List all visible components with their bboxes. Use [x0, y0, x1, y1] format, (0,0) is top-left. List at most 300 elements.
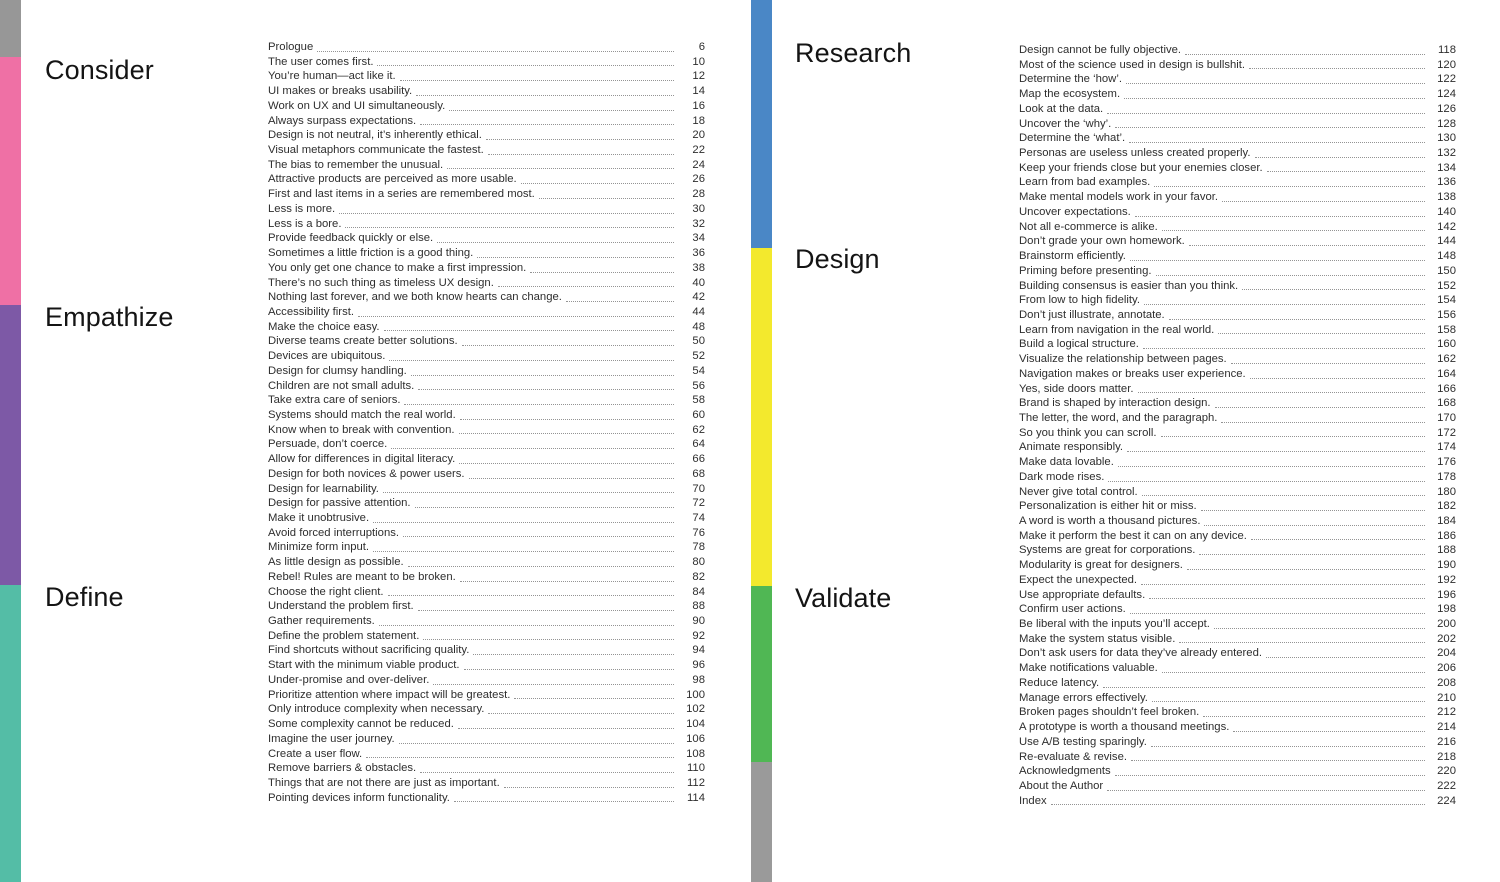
toc-leader-dots: [420, 772, 674, 773]
toc-entry-page-number: 108: [686, 747, 705, 760]
toc-entry: [268, 570, 705, 585]
toc-leader-dots: [1124, 98, 1425, 99]
toc-entry-title: Accessibility first.: [268, 305, 354, 318]
toc-entry: [268, 761, 705, 776]
toc-entry-page-number: 102: [686, 703, 705, 716]
toc-leader-dots: [366, 757, 674, 758]
toc-entry: [268, 658, 705, 673]
toc-entry-page-number: 202: [1437, 632, 1456, 645]
toc-entry-title: Don’t just illustrate, annotate.: [1019, 308, 1165, 321]
toc-entry-title: Some complexity cannot be reduced.: [268, 718, 454, 731]
toc-leader-dots: [418, 610, 674, 611]
toc-entry-page-number: 138: [1437, 191, 1456, 204]
toc-entry-title: Understand the problem first.: [268, 600, 414, 613]
toc-leader-dots: [383, 492, 674, 493]
toc-entry: [1019, 205, 1456, 220]
toc-entry: [268, 585, 705, 600]
toc-leader-dots: [1242, 289, 1425, 290]
section-heading-research: Research: [795, 38, 912, 68]
toc-entry-page-number: 220: [1437, 765, 1456, 778]
toc-entry: [268, 717, 705, 732]
toc-entry-page-number: 68: [692, 467, 705, 480]
toc-entry: [268, 452, 705, 467]
toc-leader-dots: [1138, 392, 1426, 393]
toc-leader-dots: [1152, 701, 1425, 702]
toc-entry-page-number: 218: [1437, 750, 1456, 763]
toc-entry-page-number: 216: [1437, 735, 1456, 748]
toc-entry: [1019, 293, 1456, 308]
toc-leader-dots: [1135, 216, 1425, 217]
toc-entry: [1019, 735, 1456, 750]
toc-entry: [268, 158, 705, 173]
toc-leader-dots: [1162, 230, 1425, 231]
toc-leader-dots: [418, 389, 674, 390]
toc-entry: [1019, 337, 1456, 352]
toc-entry: [1019, 573, 1456, 588]
toc-leader-dots: [1267, 171, 1425, 172]
toc-entry: [268, 776, 705, 791]
toc-entry-title: Visualize the relationship between pages.: [1019, 353, 1227, 366]
toc-leader-dots: [1103, 687, 1425, 688]
toc-entry-page-number: 176: [1437, 456, 1456, 469]
toc-entry-page-number: 106: [686, 732, 705, 745]
toc-entry-title: Confirm user actions.: [1019, 603, 1126, 616]
toc-entry-page-number: 18: [692, 114, 705, 127]
toc-entry: [1019, 411, 1456, 426]
toc-entry-title: Make it perform the best it can on any device.: [1019, 529, 1247, 542]
toc-entry-title: The user comes first.: [268, 55, 374, 68]
toc-leader-dots: [1221, 422, 1425, 423]
toc-entry-page-number: 94: [692, 644, 705, 657]
toc-leader-dots: [345, 227, 674, 228]
toc-entry: [1019, 131, 1456, 146]
toc-entry-page-number: 224: [1437, 794, 1456, 807]
toc-entry-page-number: 160: [1437, 338, 1456, 351]
teal-bar-segment: [0, 585, 21, 882]
toc-entry-page-number: 38: [692, 261, 705, 274]
toc-leader-dots: [1233, 731, 1425, 732]
toc-entry-page-number: 182: [1437, 500, 1456, 513]
toc-entry-title: Rebel! Rules are meant to be broken.: [268, 570, 456, 583]
toc-entry-page-number: 120: [1437, 58, 1456, 71]
toc-entry-title: Create a user flow.: [268, 747, 363, 760]
section-heading-validate: Validate: [795, 583, 892, 613]
toc-leader-dots: [539, 198, 674, 199]
toc-entry-page-number: 78: [692, 541, 705, 554]
toc-leader-dots: [464, 669, 675, 670]
toc-entry-page-number: 82: [692, 570, 705, 583]
toc-entry-title: Under-promise and over-deliver.: [268, 673, 430, 686]
toc-entry: [268, 172, 705, 187]
toc-entry: [1019, 308, 1456, 323]
toc-entry-title: Manage errors effectively.: [1019, 691, 1148, 704]
toc-leader-dots: [1129, 142, 1425, 143]
toc-column-left: [268, 40, 705, 805]
toc-entry-page-number: 30: [692, 202, 705, 215]
toc-leader-dots: [388, 595, 674, 596]
toc-entry: [1019, 352, 1456, 367]
toc-leader-dots: [423, 639, 674, 640]
pink-bar-segment: [0, 57, 21, 305]
toc-leader-dots: [1189, 245, 1425, 246]
toc-entry-page-number: 150: [1437, 264, 1456, 277]
toc-entry-page-number: 180: [1437, 485, 1456, 498]
toc-entry-page-number: 118: [1437, 44, 1456, 56]
toc-entry-title: Children are not small adults.: [268, 379, 415, 392]
toc-entry-title: Brand is shaped by interaction design.: [1019, 397, 1211, 410]
toc-entry-title: Start with the minimum viable product.: [268, 659, 460, 672]
toc-leader-dots: [1201, 510, 1425, 511]
toc-entry-title: Personas are useless unless created properly.: [1019, 147, 1251, 160]
toc-entry-title: Brainstorm efficiently.: [1019, 250, 1126, 263]
toc-entry: [1019, 234, 1456, 249]
toc-entry-page-number: 128: [1437, 117, 1456, 130]
section-heading-consider: Consider: [45, 55, 154, 85]
toc-entry: [1019, 514, 1456, 529]
toc-entry-page-number: 186: [1437, 529, 1456, 542]
toc-entry-page-number: 10: [692, 55, 705, 68]
toc-entry: [268, 187, 705, 202]
toc-entry: [268, 496, 705, 511]
toc-entry: [268, 540, 705, 555]
toc-entry-page-number: 204: [1437, 647, 1456, 660]
toc-entry: [1019, 779, 1456, 794]
toc-leader-dots: [433, 684, 674, 685]
toc-entry-title: Look at the data.: [1019, 102, 1104, 115]
toc-entry-page-number: 170: [1437, 411, 1456, 424]
toc-entry: [268, 320, 705, 335]
toc-entry-title: Nothing last forever, and we both know hearts can change.: [268, 291, 562, 304]
toc-entry-page-number: 48: [692, 320, 705, 333]
toc-entry: [268, 629, 705, 644]
toc-entry-page-number: 56: [692, 379, 705, 392]
toc-entry-title: First and last items in a series are remembered most.: [268, 188, 535, 201]
gray-bar-segment: [751, 762, 772, 882]
toc-leader-dots: [389, 360, 674, 361]
toc-leader-dots: [530, 272, 674, 273]
toc-entry: [1019, 676, 1456, 691]
toc-entry-page-number: 40: [692, 276, 705, 289]
toc-entry-page-number: 112: [686, 776, 705, 789]
toc-leader-dots: [1222, 201, 1425, 202]
toc-entry: [268, 55, 705, 70]
toc-entry-page-number: 64: [692, 438, 705, 451]
toc-entry: [268, 349, 705, 364]
toc-entry-title: Pointing devices inform functionality.: [268, 791, 450, 804]
right-page-section-color-bar: [751, 0, 772, 882]
toc-entry: [268, 261, 705, 276]
toc-entry-title: Building consensus is easier than you think.: [1019, 279, 1239, 292]
toc-entry-title: Make data lovable.: [1019, 456, 1114, 469]
toc-leader-dots: [1203, 716, 1425, 717]
toc-leader-dots: [498, 286, 674, 287]
toc-entry-title: Make it unobtrusive.: [268, 512, 370, 524]
toc-entry: [1019, 367, 1456, 382]
toc-entry-title: Most of the science used in design is bullshit.: [1019, 58, 1246, 71]
toc-entry: [1019, 117, 1456, 132]
toc-leader-dots: [416, 95, 674, 96]
toc-leader-dots: [521, 183, 674, 184]
toc-leader-dots: [488, 713, 674, 714]
toc-entry-page-number: 12: [692, 70, 705, 83]
toc-entry: [268, 143, 705, 158]
toc-leader-dots: [1204, 525, 1425, 526]
toc-entry: [268, 114, 705, 129]
toc-entry-title: Personalization is either hit or miss.: [1019, 500, 1197, 513]
toc-leader-dots: [460, 581, 674, 582]
toc-entry-title: Diverse teams create better solutions.: [268, 335, 458, 348]
toc-leader-dots: [488, 154, 674, 155]
toc-leader-dots: [469, 478, 674, 479]
toc-leader-dots: [447, 168, 674, 169]
left-page-section-color-bar: [0, 0, 21, 882]
toc-entry-page-number: 54: [692, 364, 705, 377]
toc-entry-page-number: 214: [1437, 721, 1456, 734]
toc-entry: [1019, 175, 1456, 190]
toc-entry: [268, 84, 705, 99]
toc-entry: [268, 747, 705, 762]
toc-entry-title: Prologue: [268, 41, 314, 53]
toc-entry-title: Navigation makes or breaks user experience.: [1019, 367, 1246, 380]
toc-entry: [268, 599, 705, 614]
toc-entry-title: You’re human—act like it.: [268, 70, 396, 83]
toc-entry-title: Keep your friends close but your enemies closer.: [1019, 161, 1263, 174]
toc-leader-dots: [1156, 275, 1426, 276]
toc-entry: [1019, 529, 1456, 544]
toc-entry-title: Sometimes a little friction is a good thing.: [268, 247, 474, 260]
toc-entry-title: Design for both novices & power users.: [268, 467, 465, 480]
toc-entry: [268, 202, 705, 217]
toc-entry-page-number: 208: [1437, 676, 1456, 689]
toc-entry-title: A word is worth a thousand pictures.: [1019, 515, 1201, 527]
toc-leader-dots: [400, 80, 674, 81]
toc-leader-dots: [437, 242, 674, 243]
toc-entry-title: Don’t ask users for data they’ve already entered.: [1019, 647, 1263, 660]
toc-entry-page-number: 178: [1437, 470, 1456, 483]
toc-entry-title: Less is more.: [268, 202, 336, 215]
toc-entry: [268, 702, 705, 717]
toc-entry-page-number: 156: [1437, 308, 1456, 321]
toc-leader-dots: [373, 522, 674, 523]
toc-entry-page-number: 134: [1437, 161, 1456, 174]
toc-leader-dots: [399, 743, 674, 744]
toc-entry-page-number: 126: [1437, 102, 1456, 115]
toc-entry-title: Design cannot be fully objective.: [1019, 44, 1182, 56]
toc-entry-title: The bias to remember the unusual.: [268, 158, 444, 171]
toc-leader-dots: [1179, 642, 1425, 643]
toc-entry-title: You only get one chance to make a first impression.: [268, 261, 527, 274]
toc-entry-title: Choose the right client.: [268, 585, 384, 598]
toc-entry-page-number: 164: [1437, 367, 1456, 380]
toc-entry-page-number: 104: [686, 718, 705, 731]
toc-entry-page-number: 188: [1437, 544, 1456, 557]
toc-leader-dots: [1250, 378, 1425, 379]
toc-entry-title: A prototype is worth a thousand meetings.: [1019, 721, 1230, 734]
toc-entry-title: So you think you can scroll.: [1019, 426, 1157, 439]
toc-leader-dots: [1162, 672, 1425, 673]
toc-entry-page-number: 200: [1437, 618, 1456, 631]
toc-entry-title: About the Author: [1019, 779, 1104, 792]
toc-entry-title: Provide feedback quickly or else.: [268, 232, 434, 245]
toc-leader-dots: [1218, 333, 1425, 334]
toc-entry: [268, 334, 705, 349]
toc-leader-dots: [473, 654, 674, 655]
toc-leader-dots: [477, 257, 674, 258]
toc-entry: [1019, 691, 1456, 706]
toc-entry-page-number: 196: [1437, 588, 1456, 601]
toc-entry-title: Imagine the user journey.: [268, 732, 395, 745]
toc-entry-title: There’s no such thing as timeless UX design.: [268, 276, 494, 289]
toc-entry-page-number: 16: [692, 99, 705, 112]
toc-leader-dots: [449, 110, 674, 111]
toc-entry-title: As little design as possible.: [268, 556, 404, 569]
blue-bar-segment: [751, 0, 772, 248]
toc-entry-page-number: 130: [1437, 132, 1456, 145]
toc-entry: [268, 276, 705, 291]
toc-entry: [268, 69, 705, 84]
toc-entry-page-number: 110: [686, 762, 705, 775]
section-heading-design: Design: [795, 244, 880, 274]
toc-entry-title: Determine the ‘how’.: [1019, 73, 1122, 86]
toc-entry-title: Make notifications valuable.: [1019, 662, 1158, 675]
toc-entry-title: Minimize form input.: [268, 541, 370, 554]
toc-entry-page-number: 100: [686, 688, 705, 701]
toc-entry-page-number: 44: [692, 305, 705, 318]
toc-entry-page-number: 34: [692, 232, 705, 245]
toc-leader-dots: [454, 801, 674, 802]
toc-leader-dots: [404, 404, 674, 405]
toc-leader-dots: [420, 124, 674, 125]
toc-entry-title: Remove barriers & obstacles.: [268, 762, 417, 775]
toc-entry-page-number: 60: [692, 408, 705, 421]
toc-entry-title: Design for learnability.: [268, 482, 379, 495]
toc-entry-page-number: 20: [692, 129, 705, 142]
toc-leader-dots: [408, 566, 674, 567]
toc-leader-dots: [1130, 613, 1425, 614]
toc-entry: [268, 408, 705, 423]
toc-entry-page-number: 136: [1437, 176, 1456, 189]
toc-entry: [1019, 426, 1456, 441]
toc-entry-page-number: 172: [1437, 426, 1456, 439]
toc-entry-title: Broken pages shouldn’t feel broken.: [1019, 706, 1200, 719]
toc-leader-dots: [1107, 113, 1425, 114]
toc-entry: [1019, 602, 1456, 617]
toc-entry-title: Dark mode rises.: [1019, 470, 1105, 483]
toc-column-right: [1019, 43, 1456, 808]
toc-leader-dots: [504, 787, 674, 788]
toc-entry-title: Make mental models work in your favor.: [1019, 191, 1219, 204]
toc-entry: [1019, 588, 1456, 603]
toc-entry-title: Never give total control.: [1019, 485, 1138, 498]
toc-leader-dots: [1255, 157, 1426, 158]
toc-entry: [268, 423, 705, 438]
toc-entry: [268, 231, 705, 246]
toc-entry: [268, 482, 705, 497]
toc-leader-dots: [384, 330, 674, 331]
toc-entry-title: Attractive products are perceived as more usable.: [268, 173, 517, 186]
toc-entry: [1019, 279, 1456, 294]
toc-entry-page-number: 184: [1437, 515, 1456, 527]
toc-entry-page-number: 84: [692, 585, 705, 598]
toc-entry-title: Persuade, don’t coerce.: [268, 438, 388, 451]
toc-entry-title: Design is not neutral, it’s inherently ethical.: [268, 129, 482, 142]
purple-bar-segment: [0, 305, 21, 585]
toc-entry-title: Modularity is great for designers.: [1019, 559, 1183, 572]
toc-leader-dots: [1151, 746, 1425, 747]
toc-entry: [268, 555, 705, 570]
toc-entry-page-number: 72: [692, 497, 705, 510]
toc-entry: [1019, 220, 1456, 235]
toc-entry: [268, 688, 705, 703]
toc-entry: [268, 379, 705, 394]
toc-entry-page-number: 158: [1437, 323, 1456, 336]
toc-entry-page-number: 70: [692, 482, 705, 495]
toc-entry-title: Yes, side doors matter.: [1019, 382, 1134, 395]
toc-leader-dots: [1215, 407, 1425, 408]
toc-leader-dots: [486, 139, 674, 140]
toc-entry: [1019, 794, 1456, 809]
toc-entry-title: Acknowledgments: [1019, 765, 1111, 778]
toc-leader-dots: [415, 507, 674, 508]
toc-entry: [1019, 264, 1456, 279]
toc-entry-title: Use A/B testing sparingly.: [1019, 735, 1147, 748]
toc-entry-title: Things that are not there are just as important.: [268, 776, 500, 789]
toc-entry-page-number: 124: [1437, 88, 1456, 101]
toc-entry-page-number: 166: [1437, 382, 1456, 395]
toc-leader-dots: [1141, 584, 1425, 585]
toc-entry-page-number: 148: [1437, 250, 1456, 263]
toc-entry: [1019, 470, 1456, 485]
toc-entry: [1019, 764, 1456, 779]
toc-entry: [1019, 661, 1456, 676]
toc-entry-title: Learn from navigation in the real world.: [1019, 323, 1215, 336]
toc-entry: [268, 364, 705, 379]
toc-entry-title: Visual metaphors communicate the fastest.: [268, 144, 484, 157]
toc-entry-title: Expect the unexpected.: [1019, 573, 1138, 586]
toc-entry: [268, 246, 705, 261]
toc-leader-dots: [458, 728, 674, 729]
toc-entry: [1019, 499, 1456, 514]
toc-entry: [1019, 632, 1456, 647]
toc-entry-title: Re-evaluate & revise.: [1019, 750, 1127, 763]
toc-entry-page-number: 152: [1437, 279, 1456, 292]
toc-leader-dots: [1187, 569, 1425, 570]
toc-leader-dots: [1251, 539, 1425, 540]
toc-leader-dots: [1108, 481, 1425, 482]
toc-entry-title: UI makes or breaks usability.: [268, 85, 413, 98]
toc-entry-title: From low to high fidelity.: [1019, 294, 1140, 307]
toc-entry-title: Uncover expectations.: [1019, 205, 1131, 218]
toc-entry-page-number: 14: [692, 85, 705, 98]
toc-leader-dots: [1249, 68, 1425, 69]
toc-entry: [1019, 72, 1456, 87]
toc-entry-title: Allow for differences in digital literacy.: [268, 453, 456, 466]
toc-entry: [268, 393, 705, 408]
toc-entry: [1019, 720, 1456, 735]
toc-entry-page-number: 22: [692, 144, 705, 157]
toc-entry-title: Make the system status visible.: [1019, 632, 1176, 645]
toc-entry: [1019, 455, 1456, 470]
toc-entry-title: Not all e-commerce is alike.: [1019, 220, 1158, 233]
toc-leader-dots: [391, 448, 674, 449]
section-heading-empathize: Empathize: [45, 302, 174, 332]
toc-entry: [1019, 543, 1456, 558]
toc-entry: [268, 40, 705, 55]
toc-entry: [268, 128, 705, 143]
toc-entry-title: Learn from bad examples.: [1019, 176, 1151, 189]
toc-entry: [1019, 396, 1456, 411]
toc-leader-dots: [1214, 628, 1425, 629]
